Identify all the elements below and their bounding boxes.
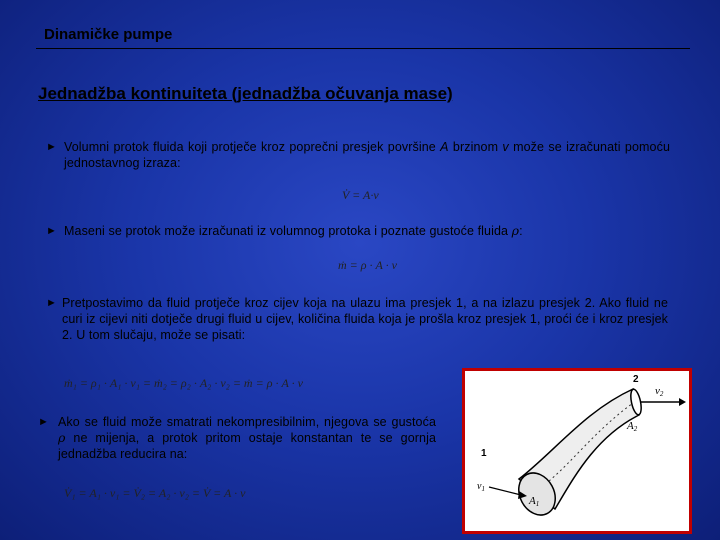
- stream-tube-figure: [462, 368, 692, 534]
- label-v2: [655, 385, 664, 398]
- paragraph-text: može se izračunati pomoću jednostavnog izraza:: [64, 140, 670, 170]
- paragraph-text: Volumni protok fluida koji protječe kroz poprečni presjek površine: [64, 140, 441, 154]
- paragraph-continuity-assumption: Pretpostavimo da fluid protječe kroz cijev koja na ulazu ima presjek 1, a na izlazu presjek 2. Ako fluid ne curi iz cijevi niti dotječe drugi fluid u cijev, količina fluida koja je prošla kroz presjek 1, proći će i kroz presjek 2. U tom slučaju, može se pisati:: [62, 296, 668, 342]
- label-section-2: 2: [633, 374, 639, 385]
- bullet-icon: ►: [46, 225, 57, 237]
- label-A2-main: A: [627, 420, 634, 432]
- label-v1-main: v: [477, 481, 482, 492]
- paragraph-mass-flow: [64, 223, 684, 239]
- equation-volume-flow: V̇ = A·v: [342, 188, 379, 202]
- label-section-1: 1: [481, 448, 487, 459]
- equation-continuity-mass: ṁ₁ = ρ₁ · A₁ · v₁ = ṁ₂ = ρ₂ · A₂ · v₂ = ṁ = ρ · A · v: [64, 376, 303, 390]
- label-A1-sub: 1: [535, 500, 540, 508]
- paragraph-text: ne mijenja, a protok pritom ostaje konstantan te se gornja jednadžba reducira na:: [58, 431, 436, 461]
- label-v1-sub: 1: [481, 485, 485, 493]
- paragraph-volume-flow: [64, 139, 670, 171]
- paragraph-text: Ako se fluid može smatrati nekompresibilnim, njegova se gustoća: [58, 415, 436, 429]
- label-v2-sub: 2: [659, 390, 664, 398]
- bullet-icon: ►: [38, 416, 49, 428]
- paragraph-text: brzinom: [448, 140, 503, 154]
- bullet-icon: ►: [46, 141, 57, 153]
- inlet-velocity-arrow: [489, 487, 521, 495]
- header-divider: [36, 48, 690, 49]
- variable-v: v: [502, 140, 509, 154]
- arrowhead-icon: [679, 398, 686, 406]
- equation-mass-flow: ṁ = ρ · A · v: [338, 258, 397, 272]
- page-header-title: Dinamičke pumpe: [44, 26, 173, 43]
- label-v1: [477, 481, 485, 493]
- bullet-icon: ►: [46, 297, 57, 309]
- label-v2-main: v: [655, 385, 660, 397]
- equation-continuity-volume: V̇₁ = A₁ · v₁ = V̇₂ = A₂ · v₂ = V̇ = A · v: [64, 486, 246, 500]
- label-A2-sub: 2: [633, 425, 638, 433]
- paragraph-incompressible: [58, 414, 436, 462]
- variable-rho: ρ: [58, 430, 66, 445]
- label-A2: [626, 420, 638, 433]
- paragraph-text: Maseni se protok može izračunati iz volumnog protoka i poznate gustoće fluida: [64, 224, 512, 238]
- variable-rho: ρ: [511, 223, 520, 238]
- stream-tube-diagram: [465, 371, 689, 531]
- label-A1-main: A: [529, 495, 536, 507]
- paragraph-text: :: [519, 224, 523, 238]
- variable-A: A: [440, 140, 449, 154]
- section-title: Jednadžba kontinuiteta (jednadžba očuvanja mase): [38, 84, 453, 103]
